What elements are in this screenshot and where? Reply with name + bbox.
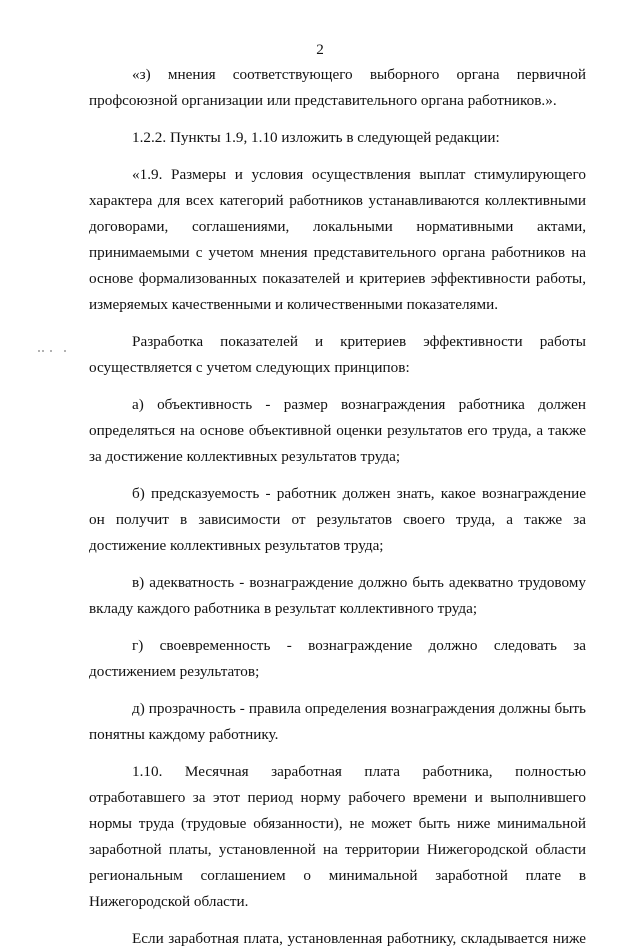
page-number: 2 (316, 41, 324, 58)
paragraph-principle-a: а) объективность - размер вознаграждения работника должен определяться на основе объективной оценки результатов его труда, а также за достижение коллективных результатов труда; (89, 396, 586, 465)
paragraph-clause-1-9: «1.9. Размеры и условия осуществления выплат стимулирующего характера для всех категорий работников устанавливаются коллективными договорами, соглашениями, локальными нормативными актами, принимаемыми с учетом мнения представительного органа работников на основе формализованных показателей и критериев эффективности работы, измеряемых качественными и количественными показателями. (89, 166, 586, 313)
paragraph-continuation: Если заработная плата, установленная работнику, складывается ниже (132, 930, 586, 947)
paragraph-principle-g: г) своевременность - вознаграждение должно следовать за достижением результатов; (89, 637, 586, 680)
paragraph-principle-v: в) адекватность - вознаграждение должно быть адекватно трудовому вкладу каждого работника в результат коллективного труда; (89, 574, 586, 617)
paragraph-principle-d: д) прозрачность - правила определения вознаграждения должны быть понятны каждому работнику. (89, 700, 586, 743)
paragraph-clause-1-2-2: 1.2.2. Пункты 1.9, 1.10 изложить в следующей редакции: (132, 129, 500, 146)
paragraph-principles-intro: Разработка показателей и критериев эффективности работы осуществляется с учетом следующих принципов: (89, 333, 586, 376)
paragraph-item-z: «з) мнения соответствующего выборного органа первичной профсоюзной организации или представительного органа работников.». (89, 66, 586, 109)
scan-speck (38, 350, 68, 354)
document-body (89, 62, 586, 952)
paragraph-clause-1-10: 1.10. Месячная заработная плата работника, полностью отработавшего за этот период норму рабочего времени и выполнившего нормы труда (трудовые обязанности), не может быть ниже минимальной заработной платы, установленной на территории Нижегородской области региональным соглашением о минимальной заработной плате в Нижегородской области. (89, 763, 586, 910)
paragraph-principle-b: б) предсказуемость - работник должен знать, какое вознаграждение он получит в зависимости от результатов своего труда, а также за достижение коллективных результатов труда; (89, 485, 586, 554)
